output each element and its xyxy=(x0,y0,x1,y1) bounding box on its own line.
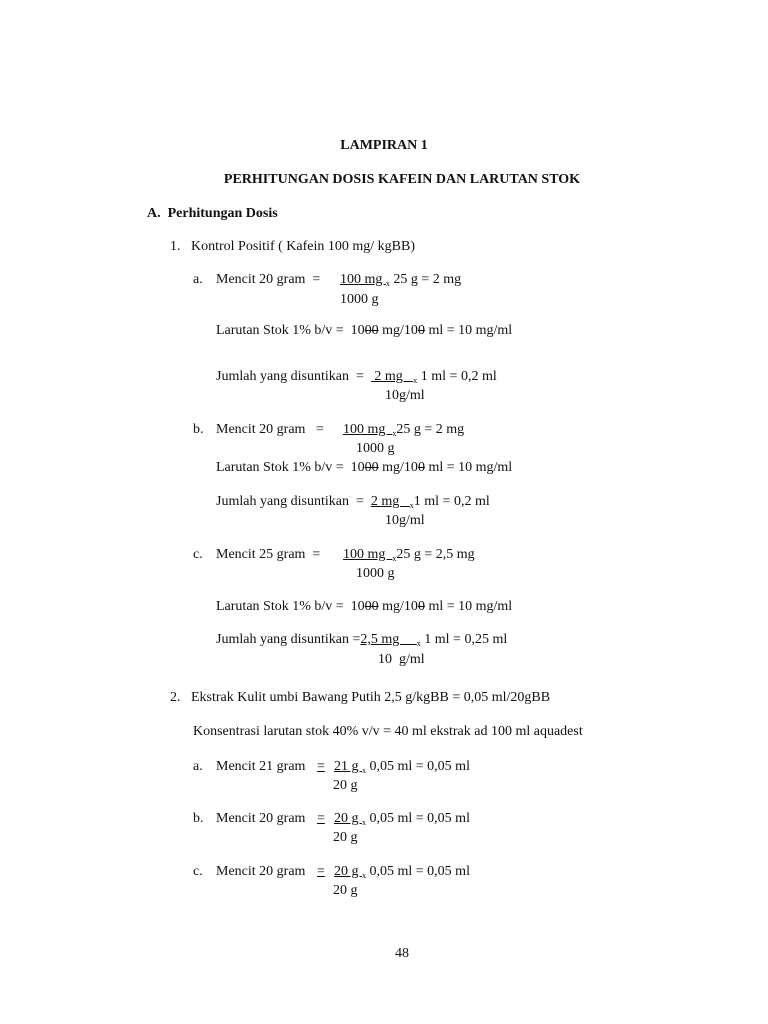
fraction-numerator: 2,5 mg xyxy=(360,632,417,647)
item-2b-formula xyxy=(334,811,470,828)
page-title: LAMPIRAN 1 xyxy=(340,138,428,153)
multiply-sign: x xyxy=(392,554,397,563)
item-2c-mencit: Mencit 20 gram xyxy=(216,864,306,879)
item-1a-mencit: Mencit 20 gram = xyxy=(216,272,321,287)
item-1b-formula xyxy=(343,422,464,439)
item-1a-stok: Larutan Stok 1% b/v = 1000 mg/100 ml = 10 mg/ml xyxy=(216,323,513,338)
formula-result: 0,05 ml = 0,05 ml xyxy=(369,759,470,774)
page-number: 48 xyxy=(395,946,409,961)
multiply-sign: x xyxy=(416,639,421,648)
item-1b-jumlah: Jumlah yang disuntikan = 2 mg $_x$1 ml = 0,2 ml xyxy=(216,494,490,510)
item-1a-jumlah: Jumlah yang disuntikan = 2 mg $_x$ 1 ml = 0,2 ml xyxy=(216,369,497,385)
item-2b-denominator: 20 g xyxy=(333,830,358,845)
item-2c-label: c. xyxy=(193,864,203,879)
item-1a-label: a. xyxy=(193,272,203,287)
item-1c-jumlah-denominator: 10 g/ml xyxy=(378,652,425,667)
item-2a-label: a. xyxy=(193,759,203,774)
item-1b-stok: Larutan Stok 1% b/v = 1000 mg/100 ml = 10 mg/ml xyxy=(216,460,513,475)
section-a-heading: A. Perhitungan Dosis xyxy=(147,206,278,221)
fraction-numerator: 100 mg xyxy=(340,272,386,287)
item-1c-stok: Larutan Stok 1% b/v = 1000 mg/100 ml = 10 mg/ml xyxy=(216,599,513,614)
formula-result: 25 g = 2 mg xyxy=(396,422,465,437)
fraction-numerator: 100 mg xyxy=(343,422,393,437)
multiply-sign: x xyxy=(362,766,366,775)
item-1c-jumlah: Jumlah yang disuntikan =2,5 mg $_x$ 1 ml = 0,25 ml xyxy=(216,632,508,648)
fraction-numerator: 21 g xyxy=(334,759,362,774)
part2-konsentrasi: Konsentrasi larutan stok 40% v/v = 40 ml ekstrak ad 100 ml aquadest xyxy=(193,724,583,739)
item-2c-equals: = xyxy=(317,864,325,879)
item-2a-mencit: Mencit 21 gram xyxy=(216,759,306,774)
formula-result: 25 g = 2 mg xyxy=(393,272,462,287)
fraction-numerator: 20 g xyxy=(334,811,362,826)
item-1b-jumlah-denominator: 10g/ml xyxy=(385,513,425,528)
item-1b-label: b. xyxy=(193,422,204,437)
item-1a-jumlah-denominator: 10g/ml xyxy=(385,388,425,403)
fraction-numerator: 2 mg xyxy=(370,494,410,509)
multiply-sign: x xyxy=(413,376,418,385)
item-2a-denominator: 20 g xyxy=(333,778,358,793)
formula-result: 0,05 ml = 0,05 ml xyxy=(369,811,470,826)
item-1b-denominator: 1000 g xyxy=(356,441,395,456)
item-2c-denominator: 20 g xyxy=(333,883,358,898)
item-1b-mencit: Mencit 20 gram = xyxy=(216,422,324,437)
multiply-sign: x xyxy=(385,279,390,288)
item-1c-mencit: Mencit 25 gram = xyxy=(216,547,321,562)
item-1c-label: c. xyxy=(193,547,203,562)
fraction-numerator: 100 mg xyxy=(343,547,393,562)
item-1a-formula xyxy=(340,272,461,289)
fraction-numerator: 20 g xyxy=(334,864,362,879)
item-2b-mencit: Mencit 20 gram xyxy=(216,811,306,826)
part1-heading: 1. Kontrol Positif ( Kafein 100 mg/ kgBB) xyxy=(170,239,415,254)
item-2a-equals: = xyxy=(317,759,325,774)
multiply-sign: x xyxy=(392,429,397,438)
item-2a-formula xyxy=(334,759,470,776)
formula-result: 0,05 ml = 0,05 ml xyxy=(369,864,470,879)
item-1c-denominator: 1000 g xyxy=(356,566,395,581)
item-1a-denominator: 1000 g xyxy=(340,292,379,307)
page-subtitle: PERHITUNGAN DOSIS KAFEIN DAN LARUTAN STOK xyxy=(223,172,581,187)
multiply-sign: x xyxy=(362,818,366,827)
item-2b-label: b. xyxy=(193,811,204,826)
part2-heading: 2. Ekstrak Kulit umbi Bawang Putih 2,5 g/kgBB = 0,05 ml/20gBB xyxy=(170,690,551,705)
item-2c-formula xyxy=(334,864,470,881)
multiply-sign: x xyxy=(362,871,366,880)
multiply-sign: x xyxy=(409,501,414,510)
fraction-numerator: 2 mg xyxy=(370,369,414,384)
item-2b-equals: = xyxy=(317,811,325,826)
formula-result: 25 g = 2,5 mg xyxy=(396,547,475,562)
item-1c-formula xyxy=(343,547,475,564)
